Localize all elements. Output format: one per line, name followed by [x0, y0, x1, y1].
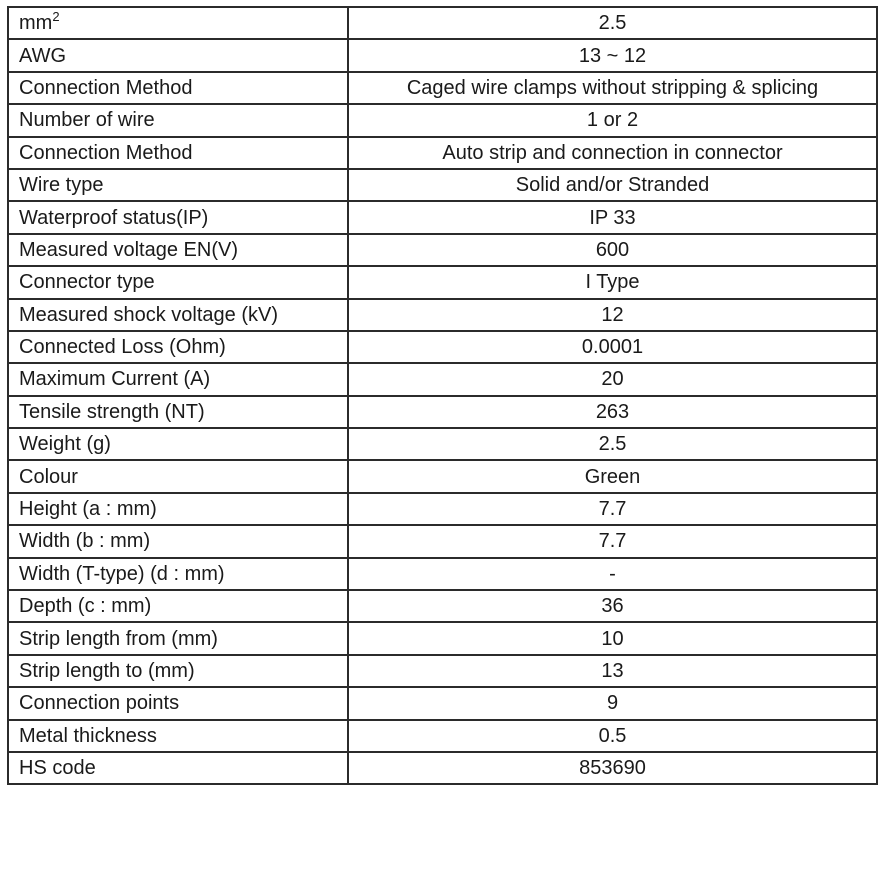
row-value: Green	[348, 460, 877, 492]
table-row	[8, 428, 877, 460]
row-value: 853690	[348, 752, 877, 784]
row-label: Metal thickness	[8, 720, 348, 752]
row-label: Strip length from (mm)	[8, 622, 348, 654]
row-label: Tensile strength (NT)	[8, 396, 348, 428]
row-value: 600	[348, 234, 877, 266]
table-row	[8, 234, 877, 266]
unit-superscript: 2	[52, 9, 60, 25]
table-row	[8, 590, 877, 622]
row-label: Maximum Current (A)	[8, 363, 348, 395]
unit-text: mm	[19, 12, 53, 35]
row-label: Connected Loss (Ohm)	[8, 331, 348, 363]
row-value: 1 or 2	[348, 104, 877, 136]
row-label: HS code	[8, 752, 348, 784]
table-row	[8, 493, 877, 525]
row-value: IP 33	[348, 201, 877, 233]
row-value: 0.5	[348, 720, 877, 752]
table-row	[8, 687, 877, 719]
table-row	[8, 396, 877, 428]
row-value: 7.7	[348, 525, 877, 557]
row-label: Strip length to (mm)	[8, 655, 348, 687]
table-row	[8, 72, 877, 104]
row-label: AWG	[8, 39, 348, 71]
row-label: Height (a : mm)	[8, 493, 348, 525]
table-row	[8, 558, 877, 590]
row-value: 20	[348, 363, 877, 395]
row-value: I Type	[348, 266, 877, 298]
row-label: Number of wire	[8, 104, 348, 136]
table-row	[8, 752, 877, 784]
row-value: Solid and/or Stranded	[348, 169, 877, 201]
table-row	[8, 137, 877, 169]
row-value: 7.7	[348, 493, 877, 525]
table-row	[8, 39, 877, 71]
row-value: 2.5	[348, 428, 877, 460]
row-label: Weight (g)	[8, 428, 348, 460]
table-row	[8, 331, 877, 363]
row-label: Width (T-type) (d : mm)	[8, 558, 348, 590]
table-row	[8, 720, 877, 752]
row-label: Wire type	[8, 169, 348, 201]
table-row	[8, 525, 877, 557]
row-value: 10	[348, 622, 877, 654]
row-value: 13	[348, 655, 877, 687]
table-row	[8, 201, 877, 233]
table-row-header	[8, 7, 877, 39]
row-label: Depth (c : mm)	[8, 590, 348, 622]
row-label: Connection points	[8, 687, 348, 719]
row-label: Connection Method	[8, 72, 348, 104]
table-row	[8, 104, 877, 136]
table-row	[8, 655, 877, 687]
row-value: 0.0001	[348, 331, 877, 363]
row-value-wire-size: 2.5	[348, 7, 877, 39]
row-value: 263	[348, 396, 877, 428]
table-row	[8, 299, 877, 331]
row-label-wire-size	[8, 7, 348, 39]
row-value: -	[348, 558, 877, 590]
row-value: Caged wire clamps without stripping & splicing	[348, 72, 877, 104]
spec-table	[7, 6, 878, 785]
row-value: 36	[348, 590, 877, 622]
row-label: Measured voltage EN(V)	[8, 234, 348, 266]
table-row	[8, 460, 877, 492]
table-row	[8, 266, 877, 298]
row-label: Colour	[8, 460, 348, 492]
row-label: Measured shock voltage (kV)	[8, 299, 348, 331]
row-value: Auto strip and connection in connector	[348, 137, 877, 169]
row-label: Connection Method	[8, 137, 348, 169]
table-row	[8, 363, 877, 395]
table-row	[8, 622, 877, 654]
row-value: 9	[348, 687, 877, 719]
spec-table-body	[8, 7, 877, 784]
row-label: Width (b : mm)	[8, 525, 348, 557]
row-label: Waterproof status(IP)	[8, 201, 348, 233]
row-label: Connector type	[8, 266, 348, 298]
row-value: 13 ~ 12	[348, 39, 877, 71]
table-row	[8, 169, 877, 201]
row-value: 12	[348, 299, 877, 331]
